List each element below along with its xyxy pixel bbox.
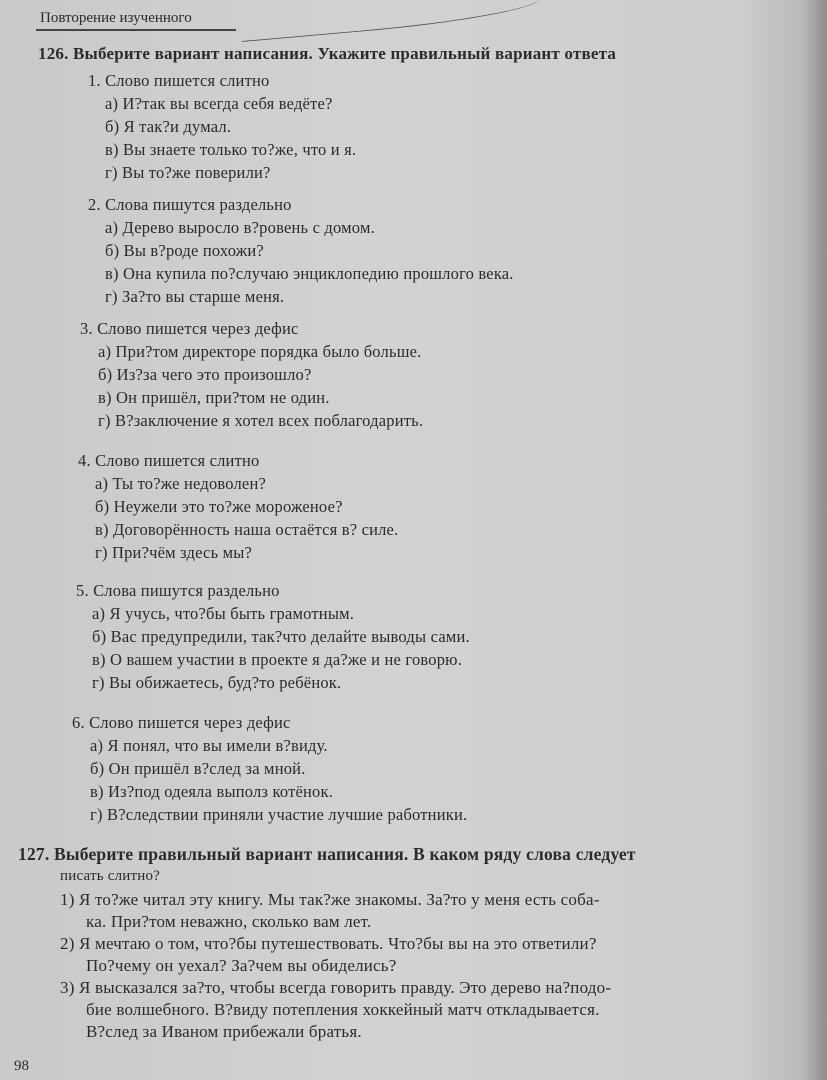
option-item: в) Он пришёл, при?том не один. <box>98 388 330 407</box>
running-header: Повторение изученного <box>40 10 192 26</box>
option-item: г) Вы обижаетесь, буд?то ребёнок. <box>92 673 342 692</box>
option-item: а) Дерево выросло в?ровень с домом. <box>105 218 375 237</box>
option-item: б) Я так?и думал. <box>105 117 232 136</box>
answer-line: 2) Я мечтаю о том, что?бы путешествовать. Что?бы вы на это ответили? <box>60 934 597 953</box>
answer-line: 1) Я то?же читал эту книгу. Мы так?же знакомы. За?то у меня есть соба- <box>60 890 600 909</box>
option-item: г) При?чём здесь мы? <box>95 543 253 562</box>
option-item: а) И?так вы всегда себя ведёте? <box>105 94 333 113</box>
option-item: в) Вы знаете только то?же, что и я. <box>105 140 357 159</box>
option-item: г) В?заключение я хотел всех поблагодарить. <box>98 411 424 430</box>
exercise-127-title-cont: писать слитно? <box>60 868 161 884</box>
exercise-126-title: 126. Выберите вариант написания. Укажите правильный вариант ответа <box>38 44 617 63</box>
group-heading: 2. Слова пишутся раздельно <box>88 195 292 214</box>
option-item: б) Неужели это то?же мороженое? <box>95 497 343 516</box>
option-item: в) Из?под одеяла выполз котёнок. <box>90 782 334 801</box>
answer-line: По?чему он уехал? За?чем вы обиделись? <box>86 956 397 975</box>
answer-line: ка. При?том неважно, сколько вам лет. <box>86 912 372 931</box>
option-item: а) Я учусь, что?бы быть грамотным. <box>92 604 355 623</box>
option-item: г) В?следствии приняли участие лучшие работники. <box>90 805 468 824</box>
header-rule <box>36 29 236 31</box>
option-item: а) Ты то?же недоволен? <box>95 474 267 493</box>
option-item: в) Договорённость наша остаётся в? силе. <box>95 520 399 539</box>
option-item: а) При?том директоре порядка было больше. <box>98 342 422 361</box>
answer-line: В?след за Иваном прибежали братья. <box>86 1022 362 1041</box>
answer-line: бие волшебного. В?виду потепления хоккейный матч откладывается. <box>86 1000 600 1019</box>
page-number: 98 <box>14 1058 29 1074</box>
group-heading: 6. Слово пишется через дефис <box>72 713 291 732</box>
option-item: а) Я понял, что вы имели в?виду. <box>90 736 328 755</box>
option-item: б) Вас предупредили, так?что делайте выводы сами. <box>92 627 470 646</box>
group-heading: 4. Слово пишется слитно <box>78 451 260 470</box>
option-item: в) Она купила по?случаю энциклопедию прошлого века. <box>105 264 514 283</box>
option-item: б) Из?за чего это произошло? <box>98 365 312 384</box>
exercise-127-title: 127. Выберите правильный вариант написания. В каком ряду слова следует <box>18 844 636 864</box>
option-item: б) Вы в?роде похожи? <box>105 241 264 260</box>
option-item: б) Он пришёл в?след за мной. <box>90 759 306 778</box>
option-item: в) О вашем участии в проекте я да?же и не говорю. <box>92 650 463 669</box>
answer-line: 3) Я высказался за?то, чтобы всегда говорить правду. Это дерево на?подо- <box>60 978 612 997</box>
option-item: г) За?то вы старше меня. <box>105 287 285 306</box>
option-item: г) Вы то?же поверили? <box>105 163 271 182</box>
group-heading: 5. Слова пишутся раздельно <box>76 581 280 600</box>
group-heading: 3. Слово пишется через дефис <box>80 319 299 338</box>
page-curve-line <box>239 0 540 42</box>
group-heading: 1. Слово пишется слитно <box>88 71 270 90</box>
